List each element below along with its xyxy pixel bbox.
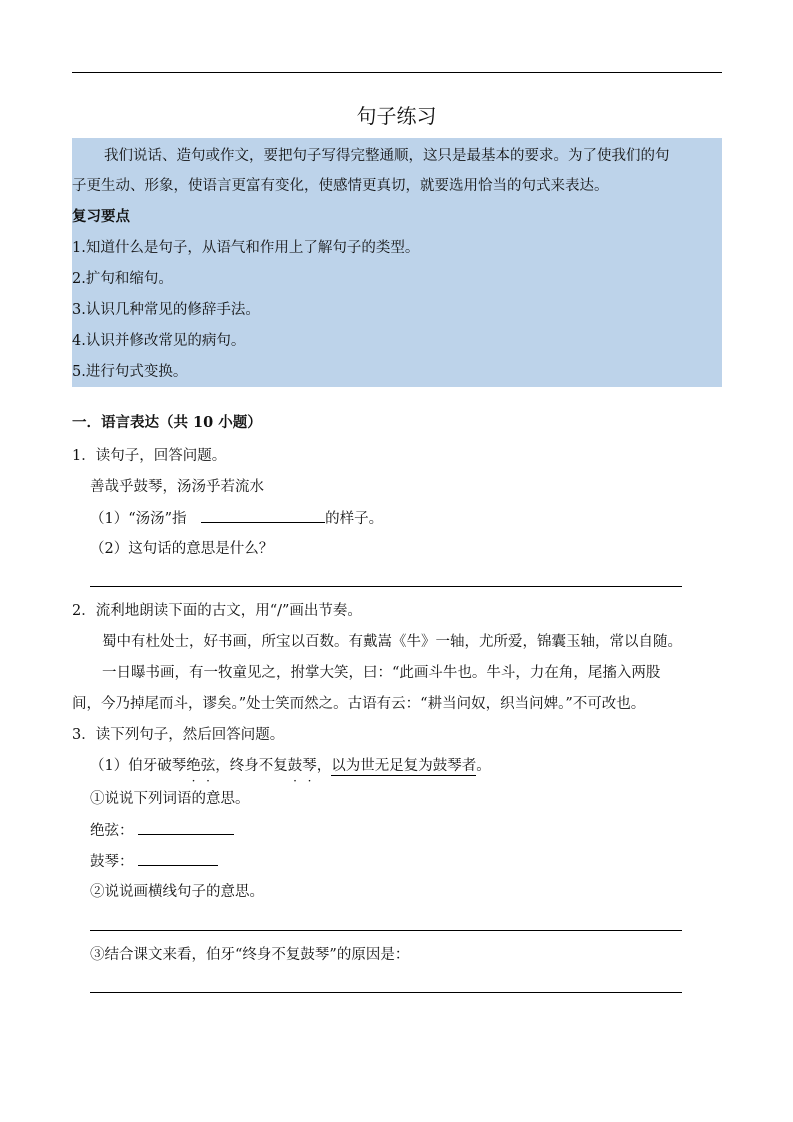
section-heading: 一．语言表达（共 10 小题） [72, 414, 262, 431]
intro-line-1: 我们说话、造句或作文，要把句子写得完整通顺，这只是最基本的要求。为了使我们的句 [104, 148, 670, 164]
dotted-char: 鼓 [287, 758, 303, 774]
q2-passage-2a: 一日曝书画，有一牧童见之，拊掌大笑，曰：“此画斗牛也。牛斗，力在角，尾搐入两股 [102, 665, 661, 681]
q2-stem: 2．流利地朗读下面的古文，用“/”画出节奏。 [72, 603, 362, 619]
q1-sub2: （2）这句话的意思是什么？ [90, 541, 274, 557]
q3-underlined-sentence: 以为世无足复为鼓琴者 [331, 758, 477, 774]
q3-word-2-label: 鼓琴： [90, 854, 134, 870]
q1-sub1 [90, 508, 383, 529]
q2-passage-1: 蜀中有杜处士，好书画，所宝以百数。有戴嵩《牛》一轴，尤所爱，锦囊玉轴，常以自随。 [102, 634, 682, 650]
q3-sub1 [90, 756, 491, 776]
q3-word-2-blank[interactable] [138, 851, 218, 866]
q3-c2: ②说说画横线句子的意思。 [90, 884, 264, 900]
header-rule [72, 72, 722, 73]
q1-text: 善哉乎鼓琴，汤汤乎若流水 [90, 479, 264, 495]
q3-sub1-part-b: ，终身不复 [215, 758, 288, 774]
q3-c3: ③结合课文来看，伯牙“终身不复鼓琴”的原因是： [90, 947, 410, 963]
q3-c3-answer-line[interactable] [90, 992, 682, 993]
review-point-1: 1.知道什么是句子，从语气和作用上了解句子的类型。 [72, 240, 420, 256]
intro-line-2: 子更生动、形象，使语言更富有变化，使感情更真切，就要选用恰当的句式来表达。 [72, 178, 609, 194]
q3-word-1 [90, 820, 234, 841]
q3-word-2 [90, 851, 218, 872]
q3-sub1-end: 。 [476, 758, 491, 774]
q3-word-1-label: 绝弦： [90, 823, 134, 839]
review-point-5: 5.进行句式变换。 [72, 364, 188, 380]
q3-stem: 3．读下列句子，然后回答问题。 [72, 727, 285, 743]
dotted-char: 绝 [186, 758, 201, 774]
q2-passage-2b: 间，今乃掉尾而斗，谬矣。”处士笑而然之。古语有云：“耕当问奴，织当问婢。”不可改也。 [72, 696, 646, 712]
review-point-2: 2.扩句和缩句。 [72, 271, 173, 287]
q1-answer-line[interactable] [90, 586, 682, 587]
review-heading: 复习要点 [72, 208, 130, 225]
q1-sub1-blank[interactable] [201, 508, 325, 523]
q3-sub1-part-a: （1）伯牙破琴 [90, 758, 187, 774]
review-point-3: 3.认识几种常见的修辞手法。 [72, 302, 260, 318]
q1-sub1-suffix: 的样子。 [325, 511, 384, 527]
q3-c2-answer-line[interactable] [90, 930, 682, 931]
q1-sub1-prefix: （1）“汤汤”指 [90, 511, 187, 527]
review-point-4: 4.认识并修改常见的病句。 [72, 333, 246, 349]
page-title: 句子练习 [356, 104, 437, 128]
q3-c1: ①说说下列词语的意思。 [90, 791, 250, 807]
dotted-char: 琴 [302, 758, 317, 774]
q3-word-1-blank[interactable] [138, 820, 234, 835]
dotted-char: 弦 [200, 758, 216, 774]
q1-stem: 1．读句子，回答问题。 [72, 448, 227, 464]
q3-sub1-part-c: ， [316, 758, 332, 774]
